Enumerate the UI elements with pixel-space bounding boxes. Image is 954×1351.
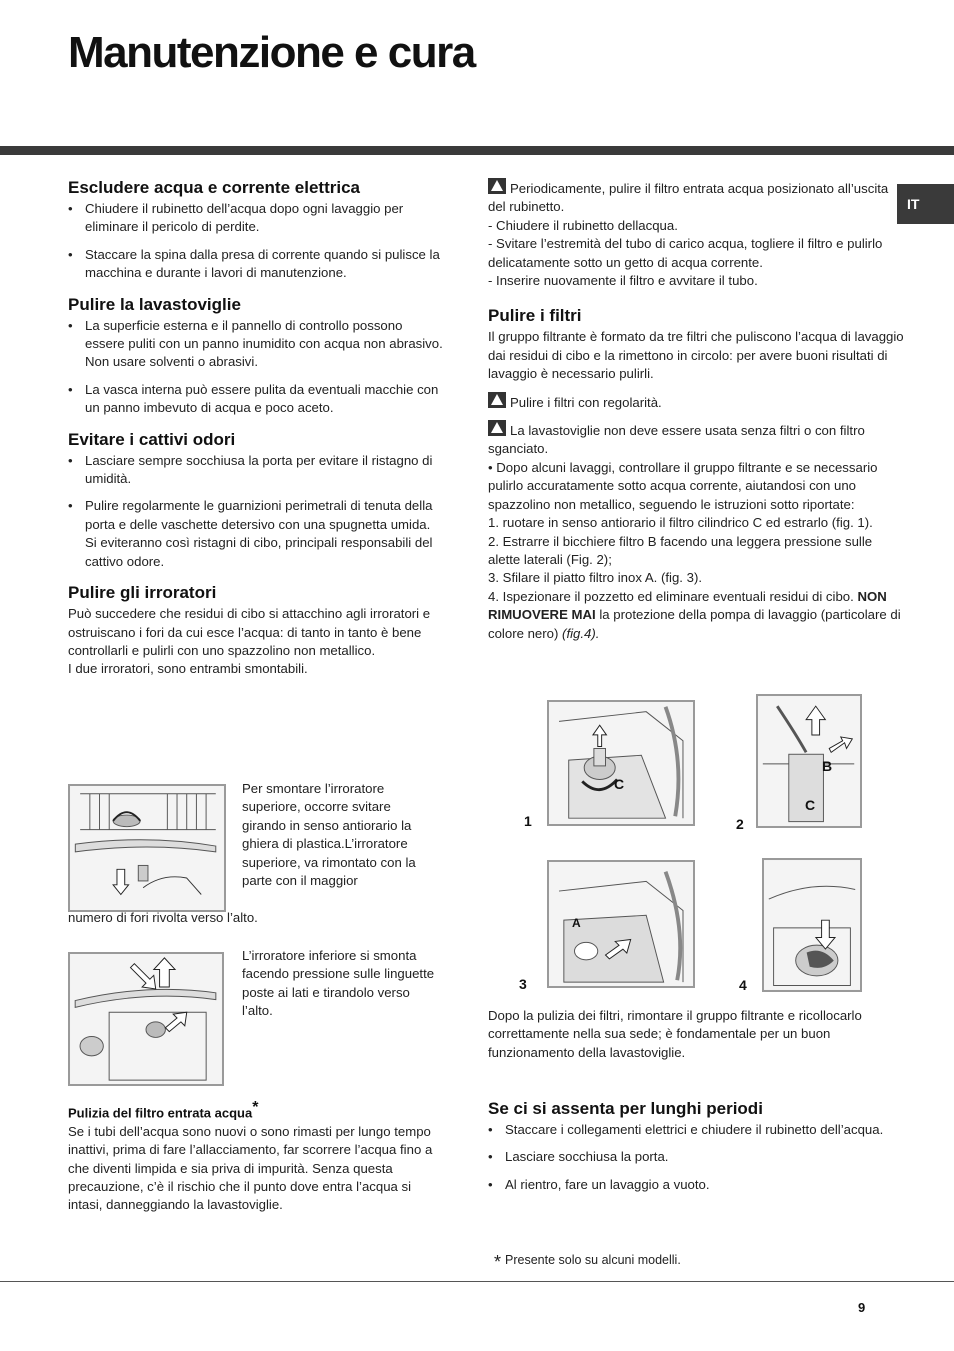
upper-spray-arm-figure (68, 784, 226, 912)
paragraph: • Dopo alcuni lavaggi, controllare il gruppo filtrante e se necessario pulirlo accuratamente sotto acqua corrente, aiutandosi con uno spazzolino non metallico, seguendo le istruzioni sotto riportate: (488, 459, 878, 512)
after-cleaning-text: Dopo la pulizia dei filtri, rimontare il gruppo filtrante e ricollocarlo correttamente nella sua sede; è fondamentale per un buon funzionamento della lavastoviglie. (488, 1008, 862, 1060)
section-heading: Se ci si assenta per lunghi periodi (488, 1099, 763, 1118)
page-title: Manutenzione e cura (68, 28, 475, 77)
inlet-filter-heading-wrap (68, 1099, 444, 1123)
warning-paragraph (488, 178, 904, 217)
section-water-power (68, 178, 444, 283)
fig2-number: 2 (736, 816, 744, 832)
warning-text: Periodicamente, pulire il filtro entrata acqua posizionato all’uscita del rubinetto. (488, 181, 889, 215)
fig3-letter: A (572, 916, 581, 930)
section-heading: Escludere acqua e corrente elettrica (68, 178, 360, 197)
step4-warning: NON RIMUOVERE MAI (488, 588, 887, 623)
section-heading: Pulire i filtri (488, 306, 582, 326)
footnote-text: Presente solo su alcuni modelli. (505, 1253, 681, 1267)
section-clean-filters (488, 306, 904, 643)
section-inlet-filter (68, 1099, 444, 1215)
warning-paragraph (488, 420, 904, 459)
fig2-letter-b: B (822, 758, 833, 774)
section-heading: Evitare i cattivi odori (68, 429, 236, 449)
list-item: • Pulire regolarmente le guarnizioni perimetrali di tenuta della porta e delle vaschette detersivo con una spugnetta umida. Si eviteranno così ristagni di cibo, principali responsabili del cattivo odore. (68, 497, 444, 571)
footnote-star: * (494, 1252, 502, 1272)
left-column (68, 178, 444, 679)
fig3-number: 3 (519, 976, 527, 992)
lower-spray-arm-figure (68, 952, 224, 1086)
language-tab: IT (897, 184, 954, 224)
step-line: 2. Estrarre il bicchiere filtro B facendo una leggera pressione sulle alette laterali (Fig. 2); (488, 533, 873, 567)
filter-figure-4 (762, 858, 862, 992)
page-number: 9 (858, 1300, 866, 1315)
step4-figref: (fig.4). (562, 625, 600, 641)
paragraph: Può succedere che residui di cibo si attacchino agli irroratori e ostruiscano i fori da cui esce l’acqua: di tanto in tanto è bene controllarli e pulirli con uno spazzolino non metallico. (68, 606, 431, 658)
paragraph: Se i tubi dell’acqua sono nuovi o sono rimasti per lungo tempo inattivi, prima di fare l’allacciamento, far scorrere l’acqua fino a che diventi limpida e sia priva di impurità. Senza questa precauzione, c’è il rischio che il punto dove entra l’acqua si intasi, danneggiando la lavastoviglie. (68, 1123, 433, 1213)
list-item: • Lasciare sempre socchiusa la porta per evitare il ristagno di umidità. (68, 452, 444, 489)
warning-text: Pulire i filtri con regolarità. (510, 394, 662, 410)
lower-spray-arm-illustration (70, 954, 222, 1084)
list-item: • Chiudere il rubinetto dell’acqua dopo ogni lavaggio per eliminare il pericolo di perdite. (68, 200, 444, 237)
warning-icon (488, 420, 506, 436)
step4-text: la protezione della pompa di lavaggio (particolare di colore nero) (488, 607, 901, 641)
list-item: • Staccare la spina dalla presa di corrente quando si pulisce la macchina e durante i lavori di manutenzione. (68, 246, 444, 283)
footnote-marker: * (252, 1099, 259, 1116)
upper-spray-arm-illustration (70, 786, 224, 910)
step4-text: 4. Ispezionare il pozzetto ed eliminare eventuali residui di cibo. (488, 588, 858, 604)
list-item: • Al rientro, fare un lavaggio a vuoto. (488, 1176, 904, 1194)
upper-spray-arm-text-cont: numero di fori rivolta verso l’alto. (68, 910, 258, 925)
inlet-filter-instructions (488, 178, 904, 290)
right-column (488, 178, 904, 643)
section-heading: Pulire la lavastoviglie (68, 294, 241, 314)
filter-figure-1 (547, 700, 695, 826)
step-line (488, 588, 904, 643)
step-line: 3. Sfilare il piatto filtro inox A. (fig. 3). (488, 570, 703, 586)
fig4-number: 4 (739, 977, 747, 993)
section-heading: Pulizia del filtro entrata acqua (68, 1105, 253, 1121)
paragraph: Il gruppo filtrante è formato da tre filtri che puliscono l’acqua di lavaggio dai residui di cibo e la rimettono in circolo: per avere buoni risultati di lavaggio è necessario pulirli. (488, 329, 904, 382)
fig1-letter: C (614, 776, 625, 792)
header-bar (0, 146, 954, 155)
section-heading: Pulire gli irroratori (68, 583, 217, 603)
footnote (494, 1252, 681, 1273)
step-line: - Chiudere il rubinetto dellacqua. (488, 217, 678, 233)
fig1-number: 1 (524, 813, 532, 829)
upper-spray-arm-text: Per smontare l’irroratore superiore, occorre svitare girando in senso antiorario la ghiera di plastica.L’irroratore superiore, va rimontato con la parte con il maggior (242, 781, 416, 889)
warning-icon (488, 178, 506, 194)
list-item: • Staccare i collegamenti elettrici e chiudere il rubinetto dell’acqua. (488, 1121, 904, 1139)
section-long-absence (488, 1099, 904, 1203)
fig2-letter-c: C (805, 797, 816, 813)
list-item: • Lasciare socchiusa la porta. (488, 1148, 904, 1166)
section-avoid-odors (68, 430, 444, 571)
warning-paragraph (488, 392, 904, 412)
warning-icon (488, 392, 506, 408)
list-item: • La vasca interna può essere pulita da eventuali macchie con un panno imbevuto di acqua e poco aceto. (68, 381, 444, 418)
list-item: • La superficie esterna e il pannello di controllo possono essere puliti con un panno inumidito con acqua non abrasivo. Non usare solventi o abrasivi. (68, 317, 444, 372)
step-line: - Svitare l’estremità del tubo di carico acqua, togliere il filtro e pulirlo delicatamente sotto un getto di acqua corrente. (488, 236, 883, 270)
warning-text: La lavastoviglie non deve essere usata senza filtri o con filtro sganciato. (488, 423, 865, 457)
section-clean-dishwasher (68, 295, 444, 418)
filter-fig1-illustration (549, 702, 693, 824)
footer-rule (0, 1281, 954, 1282)
filter-fig3-illustration (549, 862, 693, 986)
filter-figure-3 (547, 860, 695, 988)
step-line: 1. ruotare in senso antiorario il filtro cilindrico C ed estrarlo (fig. 1). (488, 515, 873, 531)
filter-fig4-illustration (764, 860, 860, 990)
paragraph: I due irroratori, sono entrambi smontabili. (68, 661, 308, 677)
step-line: - Inserire nuovamente il filtro e avvitare il tubo. (488, 273, 758, 289)
lower-spray-arm-text: L’irroratore inferiore si smonta facendo pressione sulle linguette poste ai lati e tirandolo verso l’alto. (242, 948, 435, 1019)
section-spray-arms (68, 583, 444, 679)
